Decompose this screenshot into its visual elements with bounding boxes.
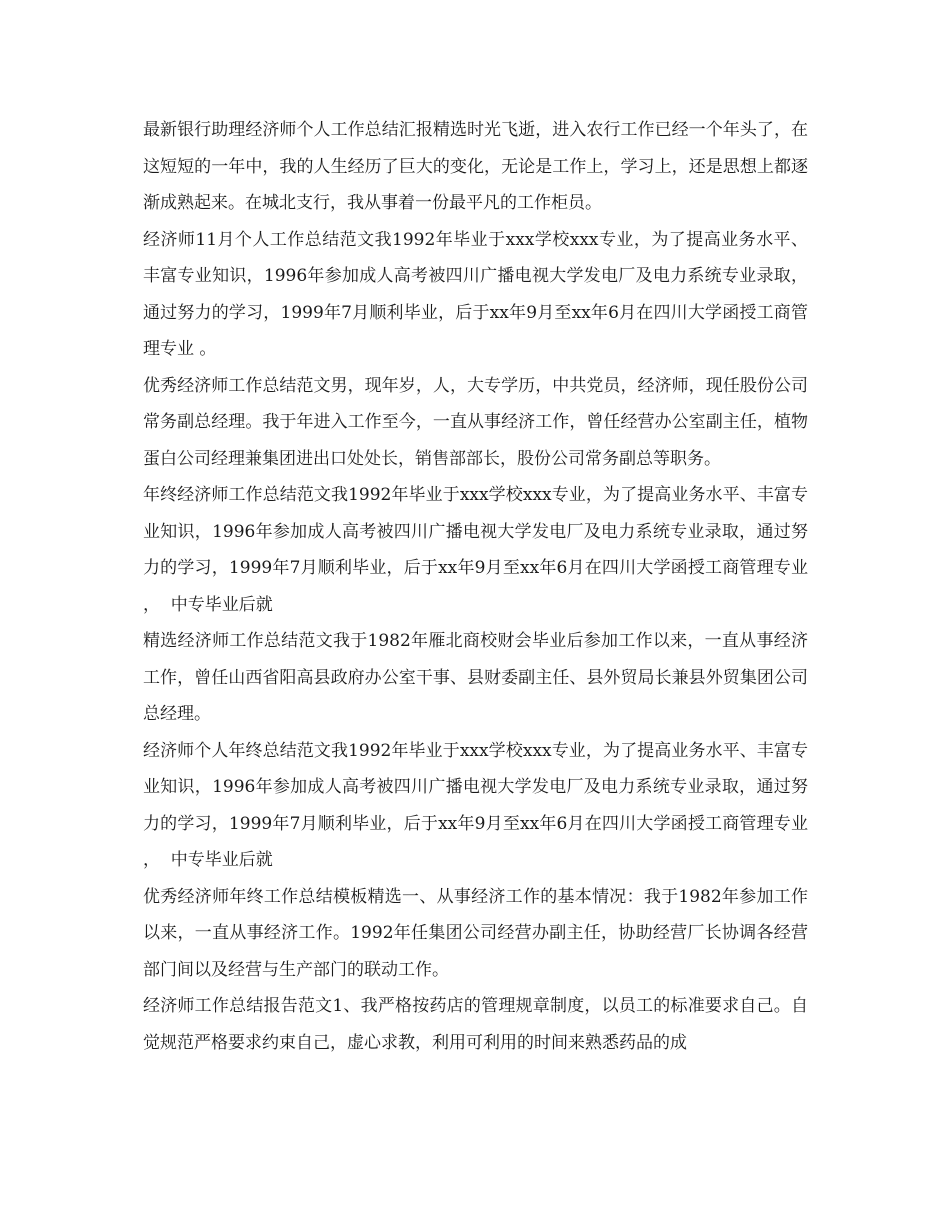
- document-body: [143, 112, 814, 1061]
- paragraph-3: 优秀经济师工作总结范文男，现年岁，人，大专学历，中共党员，经济师，现任股份公司常务副总经理。我于年进入工作至今，一直从事经济工作，曾任经营办公室副主任，植物蛋白公司经理兼集团进出口处处长，销售部部长，股份公司常务副总等职务。: [143, 375, 808, 469]
- paragraph-8: 经济师工作总结报告范文1、我严格按药店的管理规章制度，以员工的标准要求自己。自觉规范严格要求约束自己，虚心求教，利用可利用的时间来熟悉药品的成: [143, 996, 808, 1053]
- paragraph-2: 经济师11月个人工作总结范文我1992年毕业于xxx学校xxx专业，为了提高业务水平、丰富专业知识，1996年参加成人高考被四川广播电视大学发电厂及电力系统专业录取，通过努力的学习，1999年7月顺利毕业，后于xx年9月至xx年6月在四川大学函授工商管理专业 。: [143, 229, 808, 359]
- paragraph-6: 经济师个人年终总结范文我1992年毕业于xxx学校xxx专业，为了提高业务水平、丰富专业知识，1996年参加成人高考被四川广播电视大学发电厂及电力系统专业录取，通过努力的学习，1999年7月顺利毕业，后于xx年9月至xx年6月在四川大学函授工商管理专业 ， 中专毕业后就: [143, 740, 814, 870]
- paragraph-5: 精选经济师工作总结范文我于1982年雁北商校财会毕业后参加工作以来，一直从事经济工作，曾任山西省阳高县政府办公室干事、县财委副主任、县外贸局长兼县外贸集团公司总经理。: [143, 631, 808, 724]
- paragraph-1: 最新银行助理经济师个人工作总结汇报精选时光飞逝，进入农行工作已经一个年头了，在这短短的一年中，我的人生经历了巨大的变化，无论是工作上，学习上，还是思想上都逐渐成熟起来。在城北支行，我从事着一份最平凡的工作柜员。: [143, 120, 808, 213]
- paragraph-7: 优秀经济师年终工作总结模板精选一、从事经济工作的基本情况：我于1982年参加工作以来，一直从事经济工作。1992年任集团公司经营办副主任，协助经营厂长协调各经营部门间以及经营与生产部门的联动工作。: [143, 886, 808, 980]
- paragraph-4: 年终经济师工作总结范文我1992年毕业于xxx学校xxx专业，为了提高业务水平、丰富专业知识，1996年参加成人高考被四川广播电视大学发电厂及电力系统专业录取，通过努力的学习，1999年7月顺利毕业，后于xx年9月至xx年6月在四川大学函授工商管理专业 ， 中专毕业后就: [143, 485, 814, 615]
